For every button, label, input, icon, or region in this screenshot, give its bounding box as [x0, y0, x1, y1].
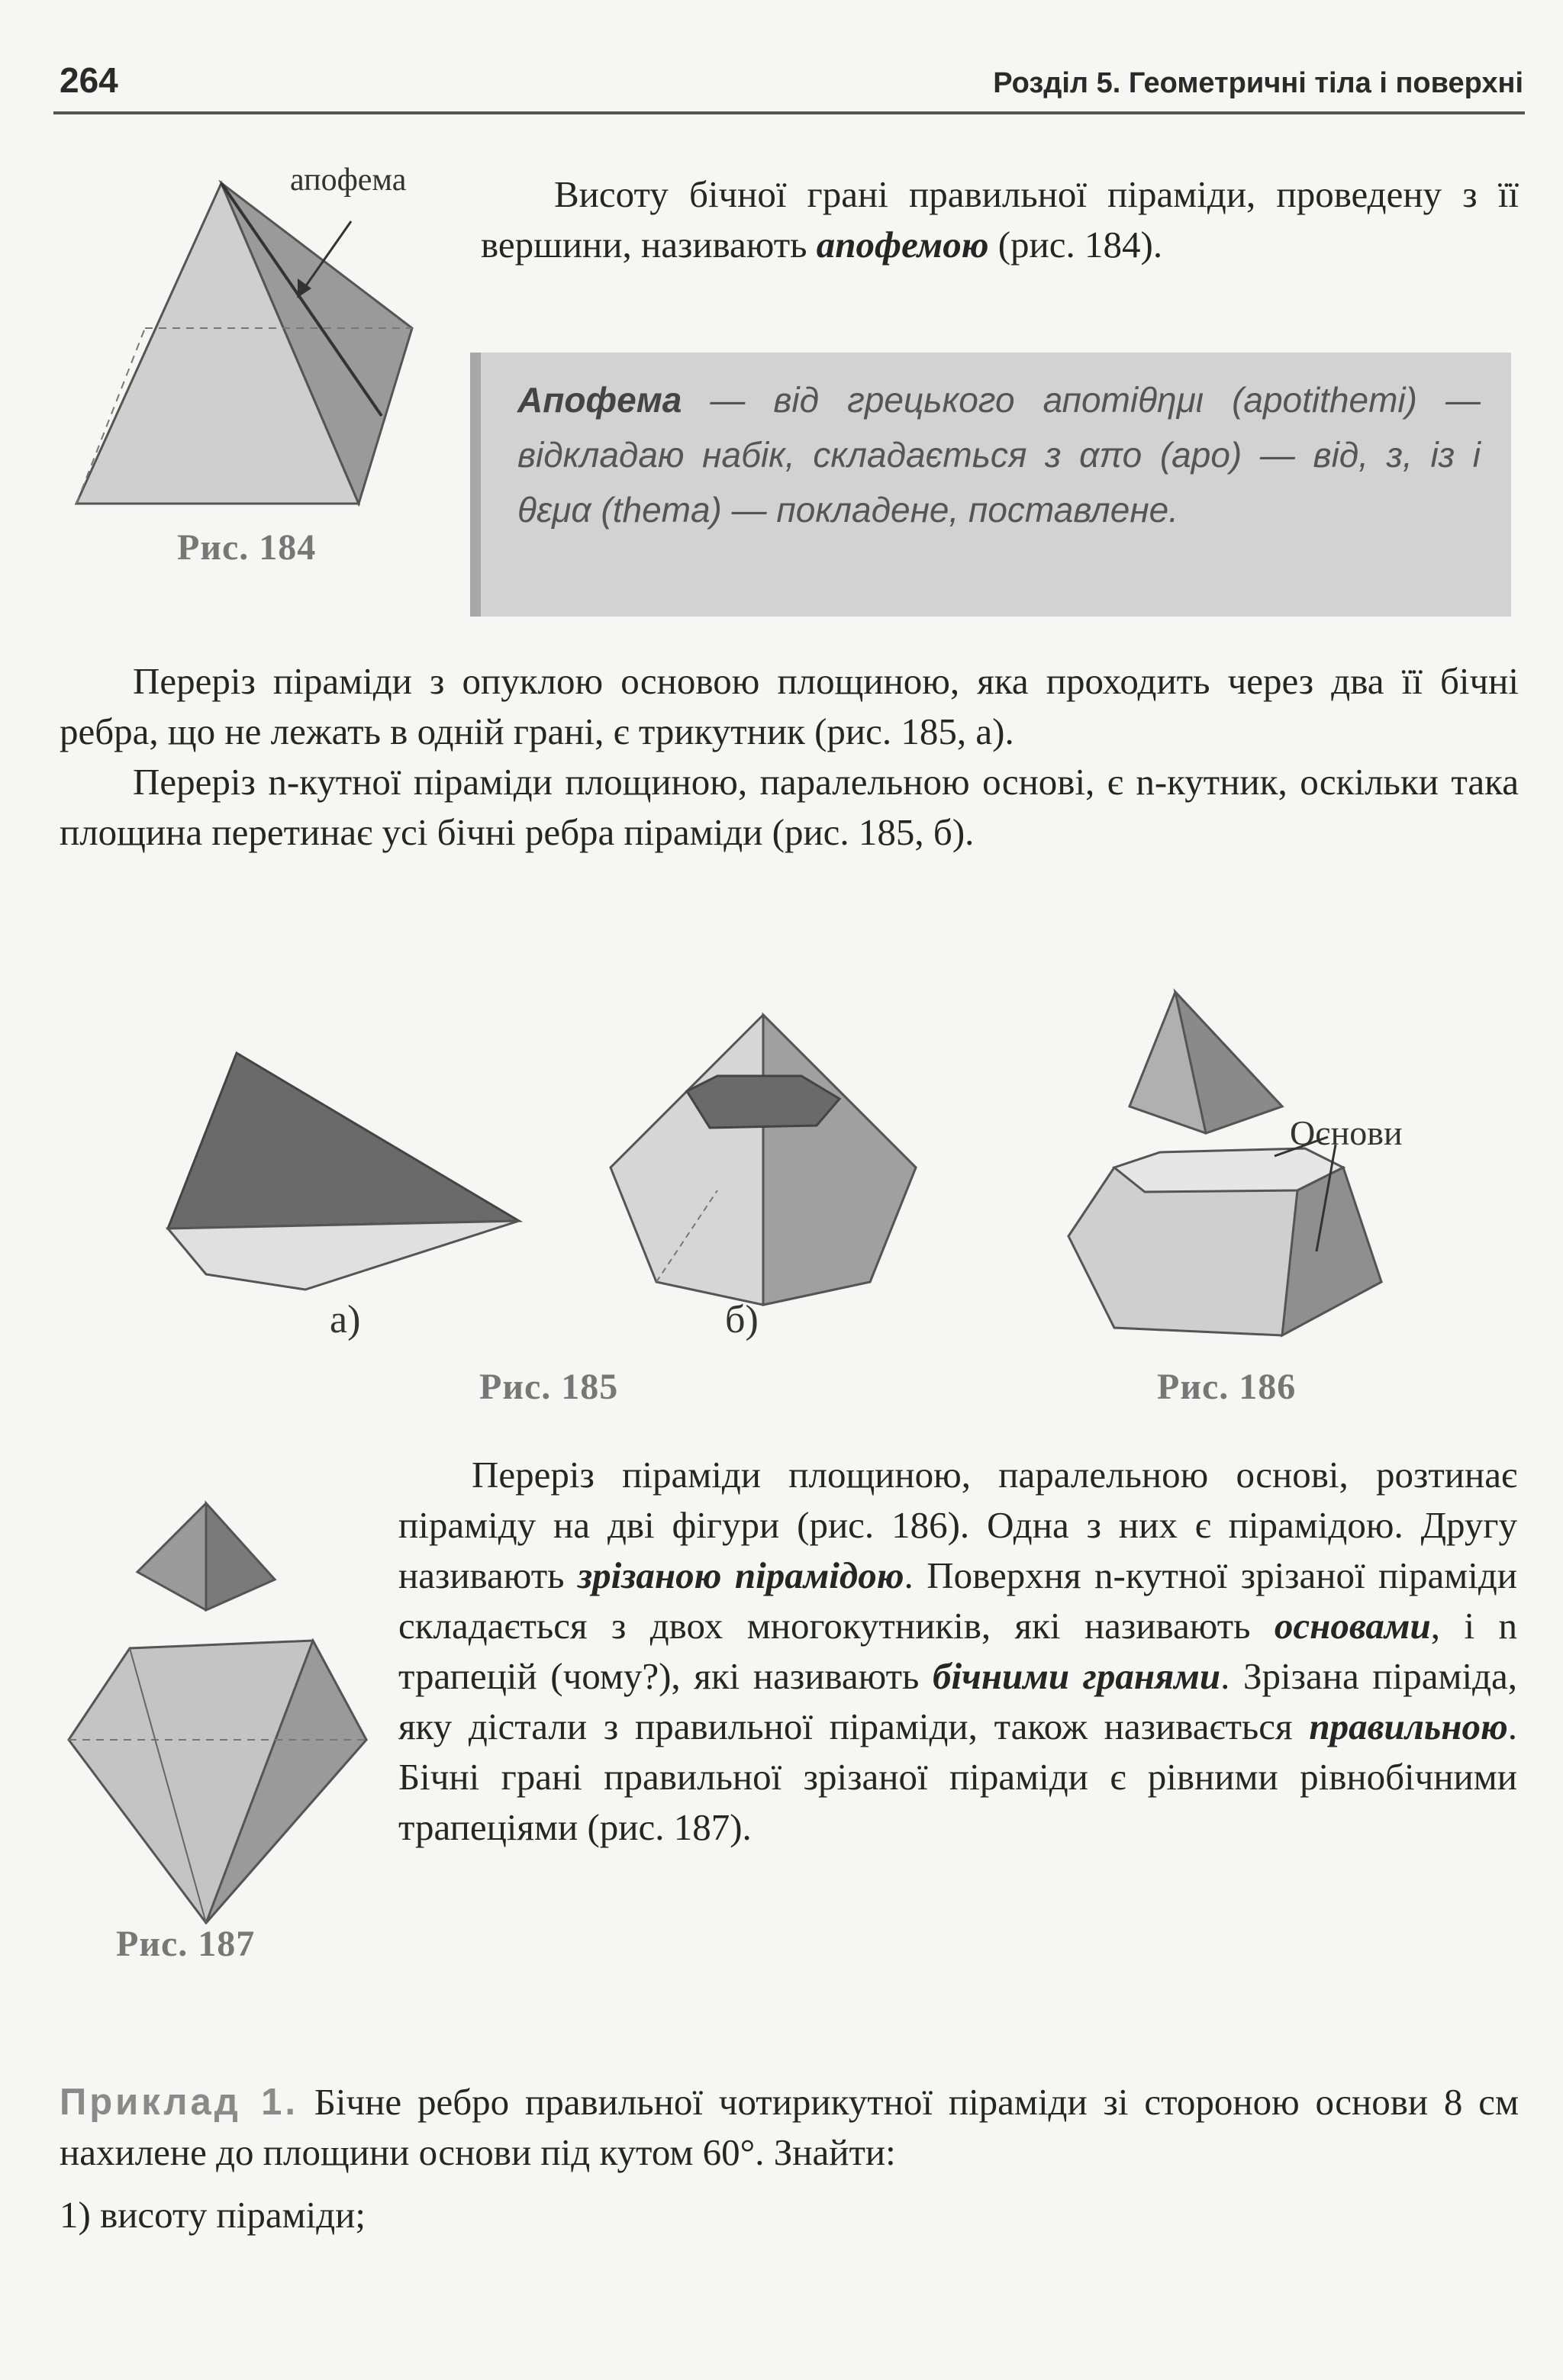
figure-187-caption: Рис. 187 [116, 1924, 256, 1964]
term-frustum: зрізаною пірамідою [578, 1554, 904, 1596]
term-lateral-faces: бічними гранями [933, 1655, 1221, 1697]
paragraph-parallel-section: Переріз n-кутної піраміди площиною, паралельною основі, є n-кутник, оскільки така площина перетинає усі бічні ребра піраміди (рис. 185, б). [60, 761, 1519, 853]
page-number: 264 [60, 60, 118, 100]
header-divider [53, 111, 1525, 114]
paragraph-diagonal-section: Переріз піраміди з опуклою основою площиною, яка проходить через два її бічні ребра, що не лежать в одній грані, є трикутник (рис. 185, а). [60, 660, 1519, 752]
bases-label: Основи [1290, 1113, 1403, 1152]
figure-186-caption: Рис. 186 [1157, 1367, 1297, 1407]
apothem-label: апофема [290, 163, 407, 198]
example-label: Приклад 1. [60, 2082, 298, 2123]
figure-185-caption: Рис. 185 [479, 1367, 619, 1407]
etymology-term: Апофема [517, 380, 682, 420]
example-block [60, 2077, 1519, 2240]
figure-185b-label: б) [725, 1298, 759, 1341]
figure-184-caption: Рис. 184 [177, 527, 317, 568]
term-bases: основами [1274, 1605, 1431, 1647]
section-title: Розділ 5. Геометричні тіла і поверхні [993, 67, 1523, 99]
figure-186-frustum [1053, 984, 1450, 1343]
etymology-box [470, 353, 1511, 617]
term-regular: правильною [1309, 1705, 1508, 1747]
section-paragraphs [60, 656, 1519, 858]
frustum-paragraph: Переріз піраміди площиною, паралельною основі, розтинає піраміду на дві фігури (рис. 186). Одна з них є пірамідою. Другу називають зрізаною пірамідою. Поверхня n-кутної зрізаної піраміди складається з двох многокутників, які називають основами, і n трапецій (чому?), які називають бічними гранями. Зрізана піраміда, яку дістали з правильної піраміди, також називається правильною. Бічні грані правильної зрізаної піраміди є рівними рівнобічними трапеціями (рис. 187). [398, 1454, 1518, 1848]
etymology-text: — від грецького апотіθημι (apotithemi) — відкладаю набік, складається з απο (apo) — від, з, із і θεμα (thema) — покладене, поставлене. [517, 380, 1481, 530]
figure-185a-label: а) [330, 1298, 361, 1341]
figure-184-pyramid [46, 153, 473, 534]
figure-187-regular-frustum [53, 1496, 389, 1953]
intro-paragraph: Висоту бічної грані правильної піраміди, проведену з її вершини, називають апофемою (рис. 184). [481, 173, 1519, 266]
example-text: Бічне ребро правильної чотирикутної піраміди зі стороною основи 8 см нахилене до площини основи під кутом 60°. Знайти: [60, 2081, 1519, 2173]
term-apothem: апофемою [816, 224, 989, 266]
example-item-1: 1) висоту піраміди; [60, 2194, 366, 2236]
figure-185a-diagonal-section [153, 1030, 534, 1312]
figure-185b-parallel-section [595, 992, 931, 1312]
